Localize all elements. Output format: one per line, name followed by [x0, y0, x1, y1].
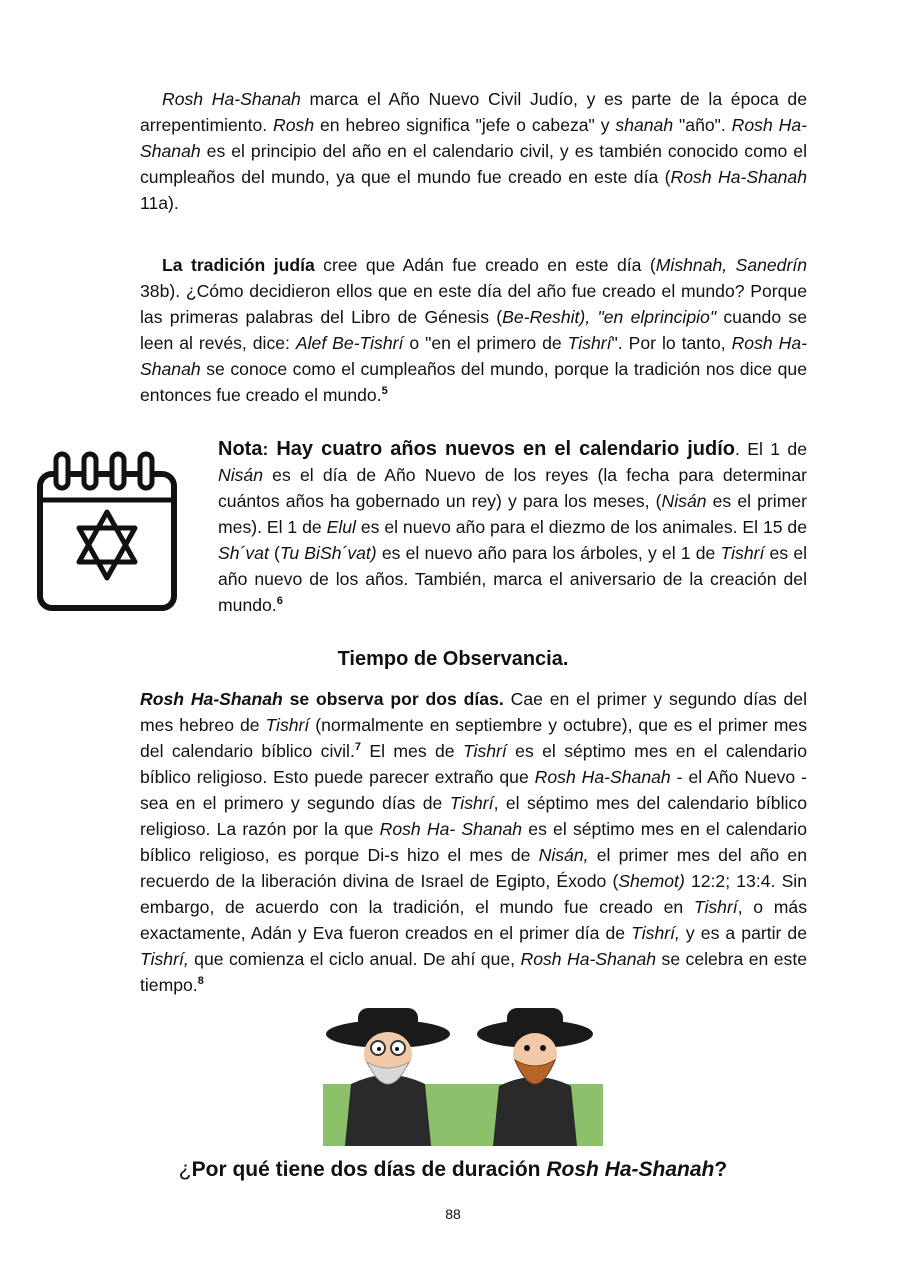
section-heading: Tiempo de Observancia. — [337, 648, 569, 670]
note-block: Nota: Hay cuatro años nuevos en el calendario judío. El 1 de Nisán es el día de Año Nuevo de los reyes (la fecha para determinar cuántos años ha gobernado un rey) y para los meses, (Nisán es el primer mes). El 1 de Elul es el nuevo año para el diezmo de los animales. El 15 de Sh´vat (Tu BiSh´vat) es el nuevo año para los árboles, y el 1 de Tishrí es el año nuevo de los años. También, marca el aniversario de la creación del mundo.$^6$ — [218, 438, 808, 615]
question-heading: ¿Por qué tiene dos días de duración Rosh Ha-Shanah? — [178, 1158, 728, 1181]
paragraph-observance: Rosh Ha-Shanah se observa por dos días. Cae en el primer y segundo días del mes hebreo de Tishrí (normalmente en septiembre y octubre), que es el primer mes del calendario bíblico civil.$^7$ El mes de Tishrí es el séptimo mes en el calendario bíblico religioso. Esto puede parecer extraño que Rosh Ha-Shanah - el Año Nuevo - sea en el primero y segundo días de Tishrí, el séptimo mes del calendario bíblico religioso. La razón por la que Rosh Ha- Shanah es el séptimo mes en el calendario bíblico religioso, es porque Di-s hizo el mes de Nisán, el primer mes del año en recuerdo de la liberación divina de Israel de Egipto, Éxodo (Shemot) 12:2; 13:4. Sin embargo, de acuerdo con la tradición, el mundo fue creado en Tishrí, o más exactamente, Adán y Eva fueron creados en el primer día de Tishrí, y es a partir de Tishrí, que comienza el ciclo anual. De ahí que, Rosh Ha-Shanah se celebra en este tiempo.$^8$ — [140, 689, 808, 995]
two-cartoon-rabbis-illustration — [323, 1004, 603, 1146]
paragraph-intro: Rosh Ha-Shanah marca el Año Nuevo Civil Judío, y es parte de la época de arrepentimiento. Rosh en hebreo significa "jefe o cabeza" y shanah "año". Rosh Ha-Shanah es el principio del año en el calendario civil, y es también conocido como el cumpleaños del mundo, ya que el mundo fue creado en este día (Rosh Ha-Shanah 11a). — [140, 89, 808, 213]
page-number: 88 — [445, 1206, 461, 1222]
paragraph-tradition: La tradición judía cree que Adán fue creado en este día (Mishnah, Sanedrín 38b). ¿Cómo decidieron ellos que en este día del año fue creado el mundo? Porque las primeras palabras del Libro de Génesis (Be-Reshit), "en elprincipio" cuando se leen al revés, dice: Alef Be-Tishrí o "en el primero de Tishrí". Por lo tanto, Rosh Ha-Shanah se conoce como el cumpleaños del mundo, porque la tradición nos dice que entonces fue creado el mundo.$^5$ — [140, 255, 808, 405]
calendar-star-of-david-icon — [36, 450, 178, 612]
